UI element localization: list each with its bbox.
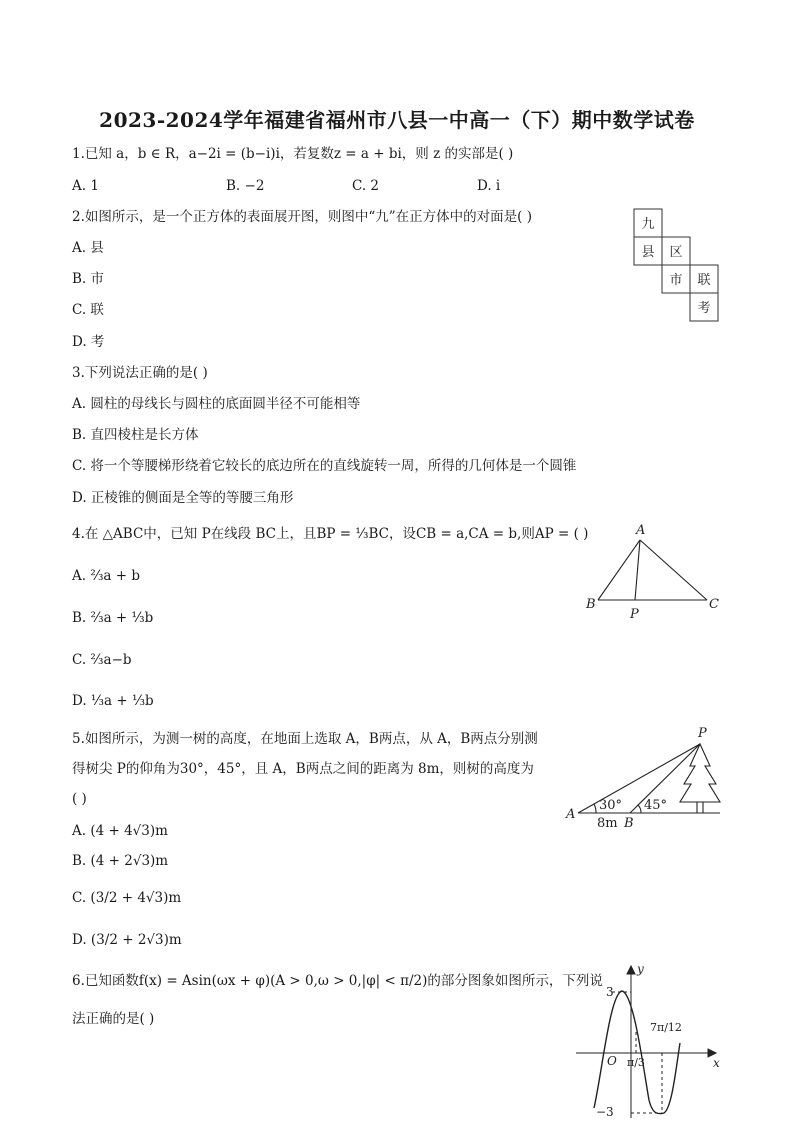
- label-x: x: [713, 1056, 720, 1070]
- label-angle-30: 30°: [599, 798, 623, 813]
- question-1-stem: 1.已知 a，b ∈ R，a−2i = (b−i)i，若复数z = a + bi，则 z 的实部是( ): [72, 146, 514, 162]
- q2-option-d: D. 考: [72, 334, 105, 350]
- angle-arc-30: [594, 804, 596, 813]
- net-label-shi: 市: [669, 273, 683, 288]
- q2-option-a: A. 县: [72, 240, 104, 256]
- q5-option-a: A. (4 + 4√3)m: [72, 823, 168, 839]
- label-p: P: [698, 726, 707, 741]
- label-angle-45: 45°: [644, 798, 668, 813]
- label-origin: O: [607, 1054, 617, 1068]
- q3-option-a: A. 圆柱的母线长与圆柱的底面圆半径不可能相等: [72, 396, 361, 412]
- cube-net-figure: [630, 205, 725, 327]
- question-5-stem-line-2: 得树尖 P的仰角为30°，45°，且 A，B两点之间的距离为 8m，则树的高度为: [72, 761, 534, 777]
- q3-option-d: D. 正棱锥的侧面是全等的等腰三角形: [72, 490, 294, 506]
- page-title: 2023-2024学年福建省福州市八县一中高一（下）期中数学试卷: [99, 108, 695, 132]
- angle-arc-45: [638, 805, 641, 813]
- side-ac: [640, 540, 707, 600]
- q5-option-d: D. (3/2 + 2√3)m: [72, 932, 182, 948]
- q2-option-c: C. 联: [72, 302, 104, 318]
- triangle-figure: [580, 520, 725, 625]
- net-label-lian: 联: [697, 273, 711, 288]
- q2-option-b: B. 市: [72, 271, 105, 287]
- q3-option-b: B. 直四棱柱是长方体: [72, 427, 199, 443]
- label-pi-over-3: π/3: [627, 1056, 645, 1069]
- sine-curve: [594, 991, 680, 1114]
- q3-option-c: C. 将一个等腰梯形绕着它较长的底边所在的直线旋转一周，所得的几何体是一个圆锥: [72, 458, 577, 474]
- q1-option-d: D. i: [477, 178, 501, 194]
- net-label-qu: 区: [669, 245, 683, 260]
- q5-option-b: B. (4 + 2√3)m: [72, 853, 169, 869]
- label-y: y: [637, 962, 644, 976]
- label-b: B: [624, 816, 634, 830]
- label-max-3: 3: [606, 985, 614, 999]
- label-c: C: [709, 597, 719, 612]
- question-2-stem: 2.如图所示，是一个正方体的表面展开图，则图中“九”在正方体中的对面是( ): [72, 209, 533, 225]
- net-label-jiu: 九: [641, 217, 655, 232]
- question-6-stem-line-1: 6.已知函数f(x) = Asin(ωx + φ)(A > 0,ω > 0,|φ| < π/2)的部分图象如图所示，下列说: [72, 973, 603, 989]
- q1-option-b: B. −2: [226, 178, 265, 194]
- question-4-stem: 4.在 △ABC中，已知 P在线段 BC上，且BP = ⅓BC，设CB = a,CA = b,则AP = ( ): [72, 526, 589, 542]
- q1-option-a: A. 1: [72, 178, 99, 194]
- label-distance: 8m: [597, 816, 618, 830]
- sine-graph-figure: [570, 958, 730, 1123]
- net-label-kao: 考: [697, 301, 711, 316]
- net-label-xian: 县: [641, 245, 655, 260]
- y-axis-arrow: [627, 966, 635, 974]
- label-b: B: [586, 597, 596, 612]
- q4-option-d: D. ⅓a + ⅓b: [72, 693, 154, 709]
- side-ab: [598, 540, 640, 600]
- question-3-stem: 3.下列说法正确的是( ): [72, 365, 208, 381]
- sight-line-a: [578, 744, 700, 813]
- tree-crown: [680, 744, 720, 802]
- q4-option-b: B. ⅔a + ⅓b: [72, 610, 154, 626]
- question-5-stem-line-1: 5.如图所示，为测一树的高度，在地面上选取 A，B两点，从 A，B两点分别测: [72, 731, 538, 747]
- label-a: A: [636, 523, 646, 538]
- tree-elevation-figure: [560, 722, 725, 830]
- label-7pi-over-12: 7π/12: [650, 1021, 682, 1034]
- q1-option-c: C. 2: [352, 178, 380, 194]
- question-6-stem-line-2: 法正确的是( ): [72, 1011, 155, 1027]
- segment-ap: [635, 540, 640, 600]
- question-5-stem-line-3: ( ): [72, 791, 87, 807]
- label-min-3: −3: [596, 1105, 614, 1119]
- label-p: P: [630, 607, 639, 622]
- q4-option-a: A. ⅔a + b: [72, 568, 141, 584]
- q5-option-c: C. (3/2 + 4√3)m: [72, 890, 182, 906]
- label-a: A: [566, 807, 576, 822]
- q4-option-c: C. ⅔a−b: [72, 652, 132, 668]
